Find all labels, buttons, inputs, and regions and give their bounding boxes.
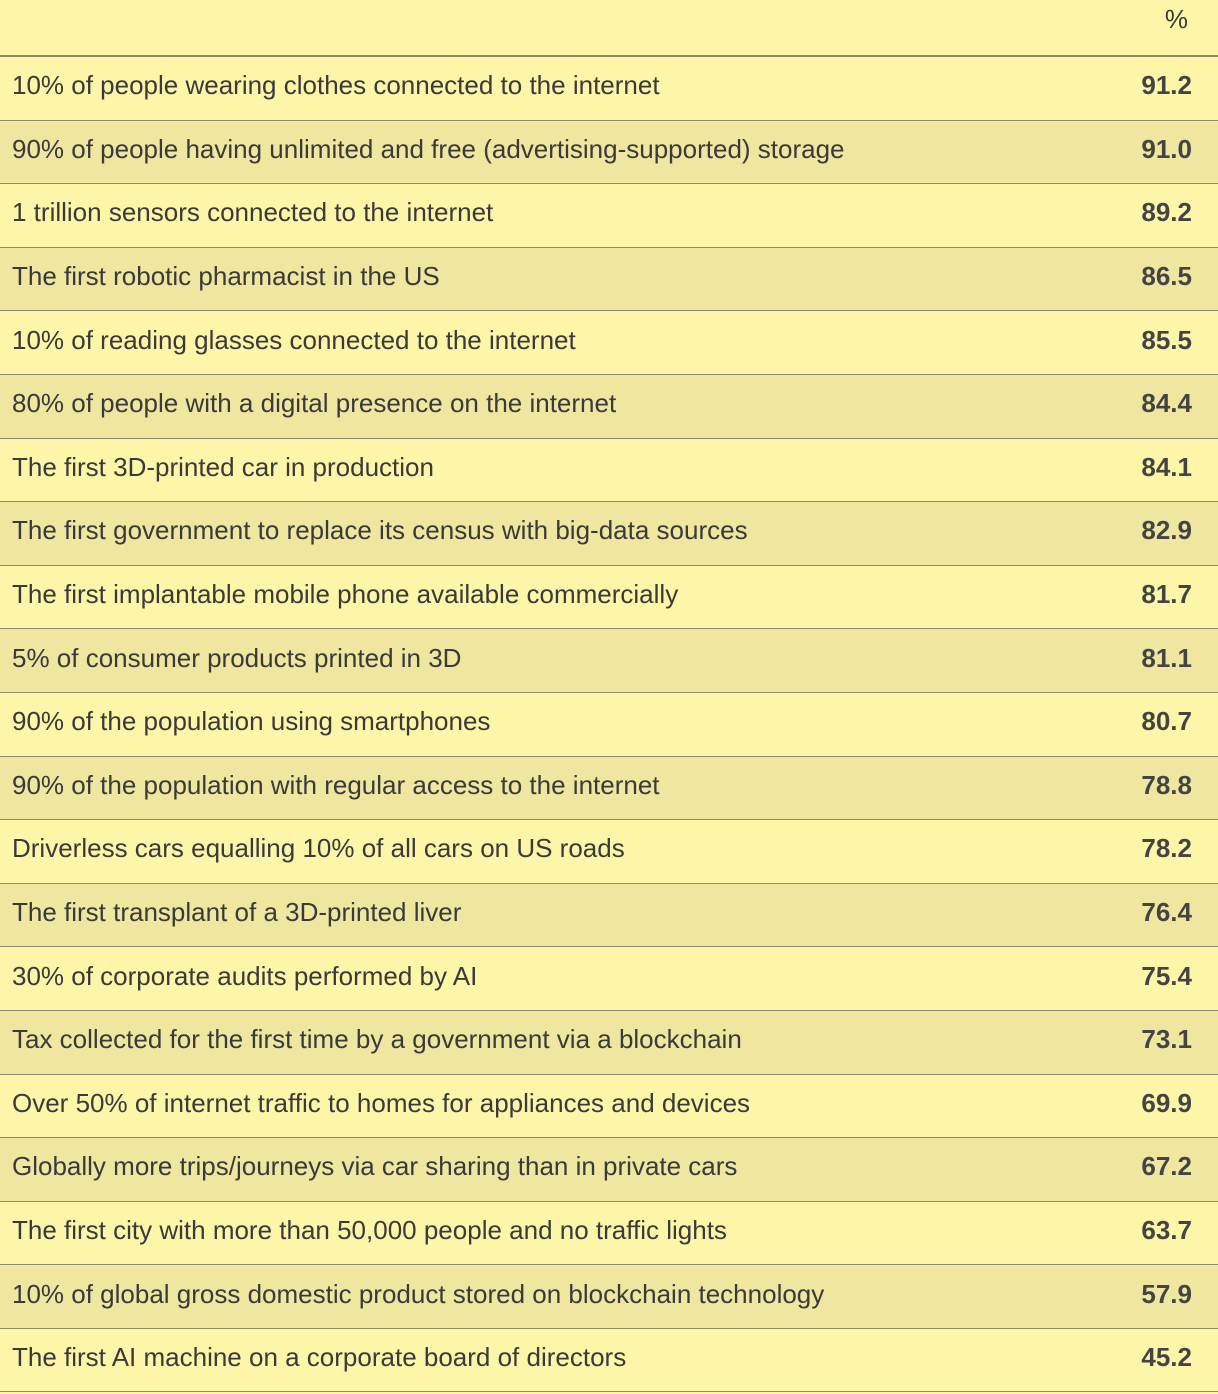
row-value: 75.4 [1141,960,1192,991]
row-label: 5% of consumer products printed in 3D [12,642,462,673]
row-value: 91.0 [1141,133,1192,164]
table-row [0,184,1218,248]
row-value: 69.9 [1141,1087,1192,1118]
table-row [0,1138,1218,1202]
row-label: 90% of the population using smartphones [12,706,491,737]
table-body [0,57,1218,1392]
unit-header: % [1164,4,1188,34]
row-value: 89.2 [1141,197,1192,228]
row-label: 90% of people having unlimited and free (advertising-supported) storage [12,133,845,164]
row-label: The first robotic pharmacist in the US [12,261,440,292]
row-label: The first city with more than 50,000 people and no traffic lights [12,1215,727,1246]
row-label: The first implantable mobile phone available commercially [12,579,679,610]
row-value: 81.7 [1141,579,1192,610]
table-row [0,693,1218,757]
row-label: Globally more trips/journeys via car sharing than in private cars [12,1151,738,1182]
row-value: 76.4 [1141,897,1192,928]
row-label: 1 trillion sensors connected to the internet [12,197,494,228]
table-row [0,884,1218,948]
row-value: 82.9 [1141,515,1192,546]
row-value: 91.2 [1141,70,1192,101]
row-value: 67.2 [1141,1151,1192,1182]
table-row [0,121,1218,185]
table-row [0,1265,1218,1329]
row-value: 81.1 [1141,642,1192,673]
row-value: 86.5 [1141,261,1192,292]
row-label: The first AI machine on a corporate board of directors [12,1342,627,1373]
row-value: 85.5 [1141,324,1192,355]
row-value: 84.4 [1141,388,1192,419]
row-label: 30% of corporate audits performed by AI [12,960,478,991]
table-row [0,502,1218,566]
row-label: The first 3D-printed car in production [12,451,434,482]
row-label: The first transplant of a 3D-printed liver [12,897,462,928]
row-value: 57.9 [1141,1278,1192,1309]
row-value: 78.8 [1141,769,1192,800]
table-row [0,248,1218,312]
row-label: Tax collected for the first time by a government via a blockchain [12,1024,742,1055]
table-row [0,629,1218,693]
table-row [0,1011,1218,1075]
table-header [0,0,1218,57]
row-label: Over 50% of internet traffic to homes for appliances and devices [12,1087,751,1118]
row-label: 10% of people wearing clothes connected to the internet [12,70,660,101]
table-row [0,57,1218,121]
row-label: Driverless cars equalling 10% of all cars on US roads [12,833,625,864]
table-row [0,1075,1218,1139]
table-row [0,820,1218,884]
row-value: 63.7 [1141,1215,1192,1246]
row-label: 10% of reading glasses connected to the internet [12,324,576,355]
table-row [0,566,1218,630]
table-row [0,375,1218,439]
row-value: 80.7 [1141,706,1192,737]
table-row [0,947,1218,1011]
row-label: 80% of people with a digital presence on the internet [12,388,617,419]
table-row [0,1329,1218,1393]
table-row [0,311,1218,375]
row-value: 45.2 [1141,1342,1192,1373]
row-value: 78.2 [1141,833,1192,864]
table-row [0,439,1218,503]
row-label: The first government to replace its census with big-data sources [12,515,748,546]
row-label: 10% of global gross domestic product stored on blockchain technology [12,1278,825,1309]
row-label: 90% of the population with regular access to the internet [12,769,660,800]
row-value: 73.1 [1141,1024,1192,1055]
table-row [0,757,1218,821]
table-row [0,1202,1218,1266]
row-value: 84.1 [1141,451,1192,482]
